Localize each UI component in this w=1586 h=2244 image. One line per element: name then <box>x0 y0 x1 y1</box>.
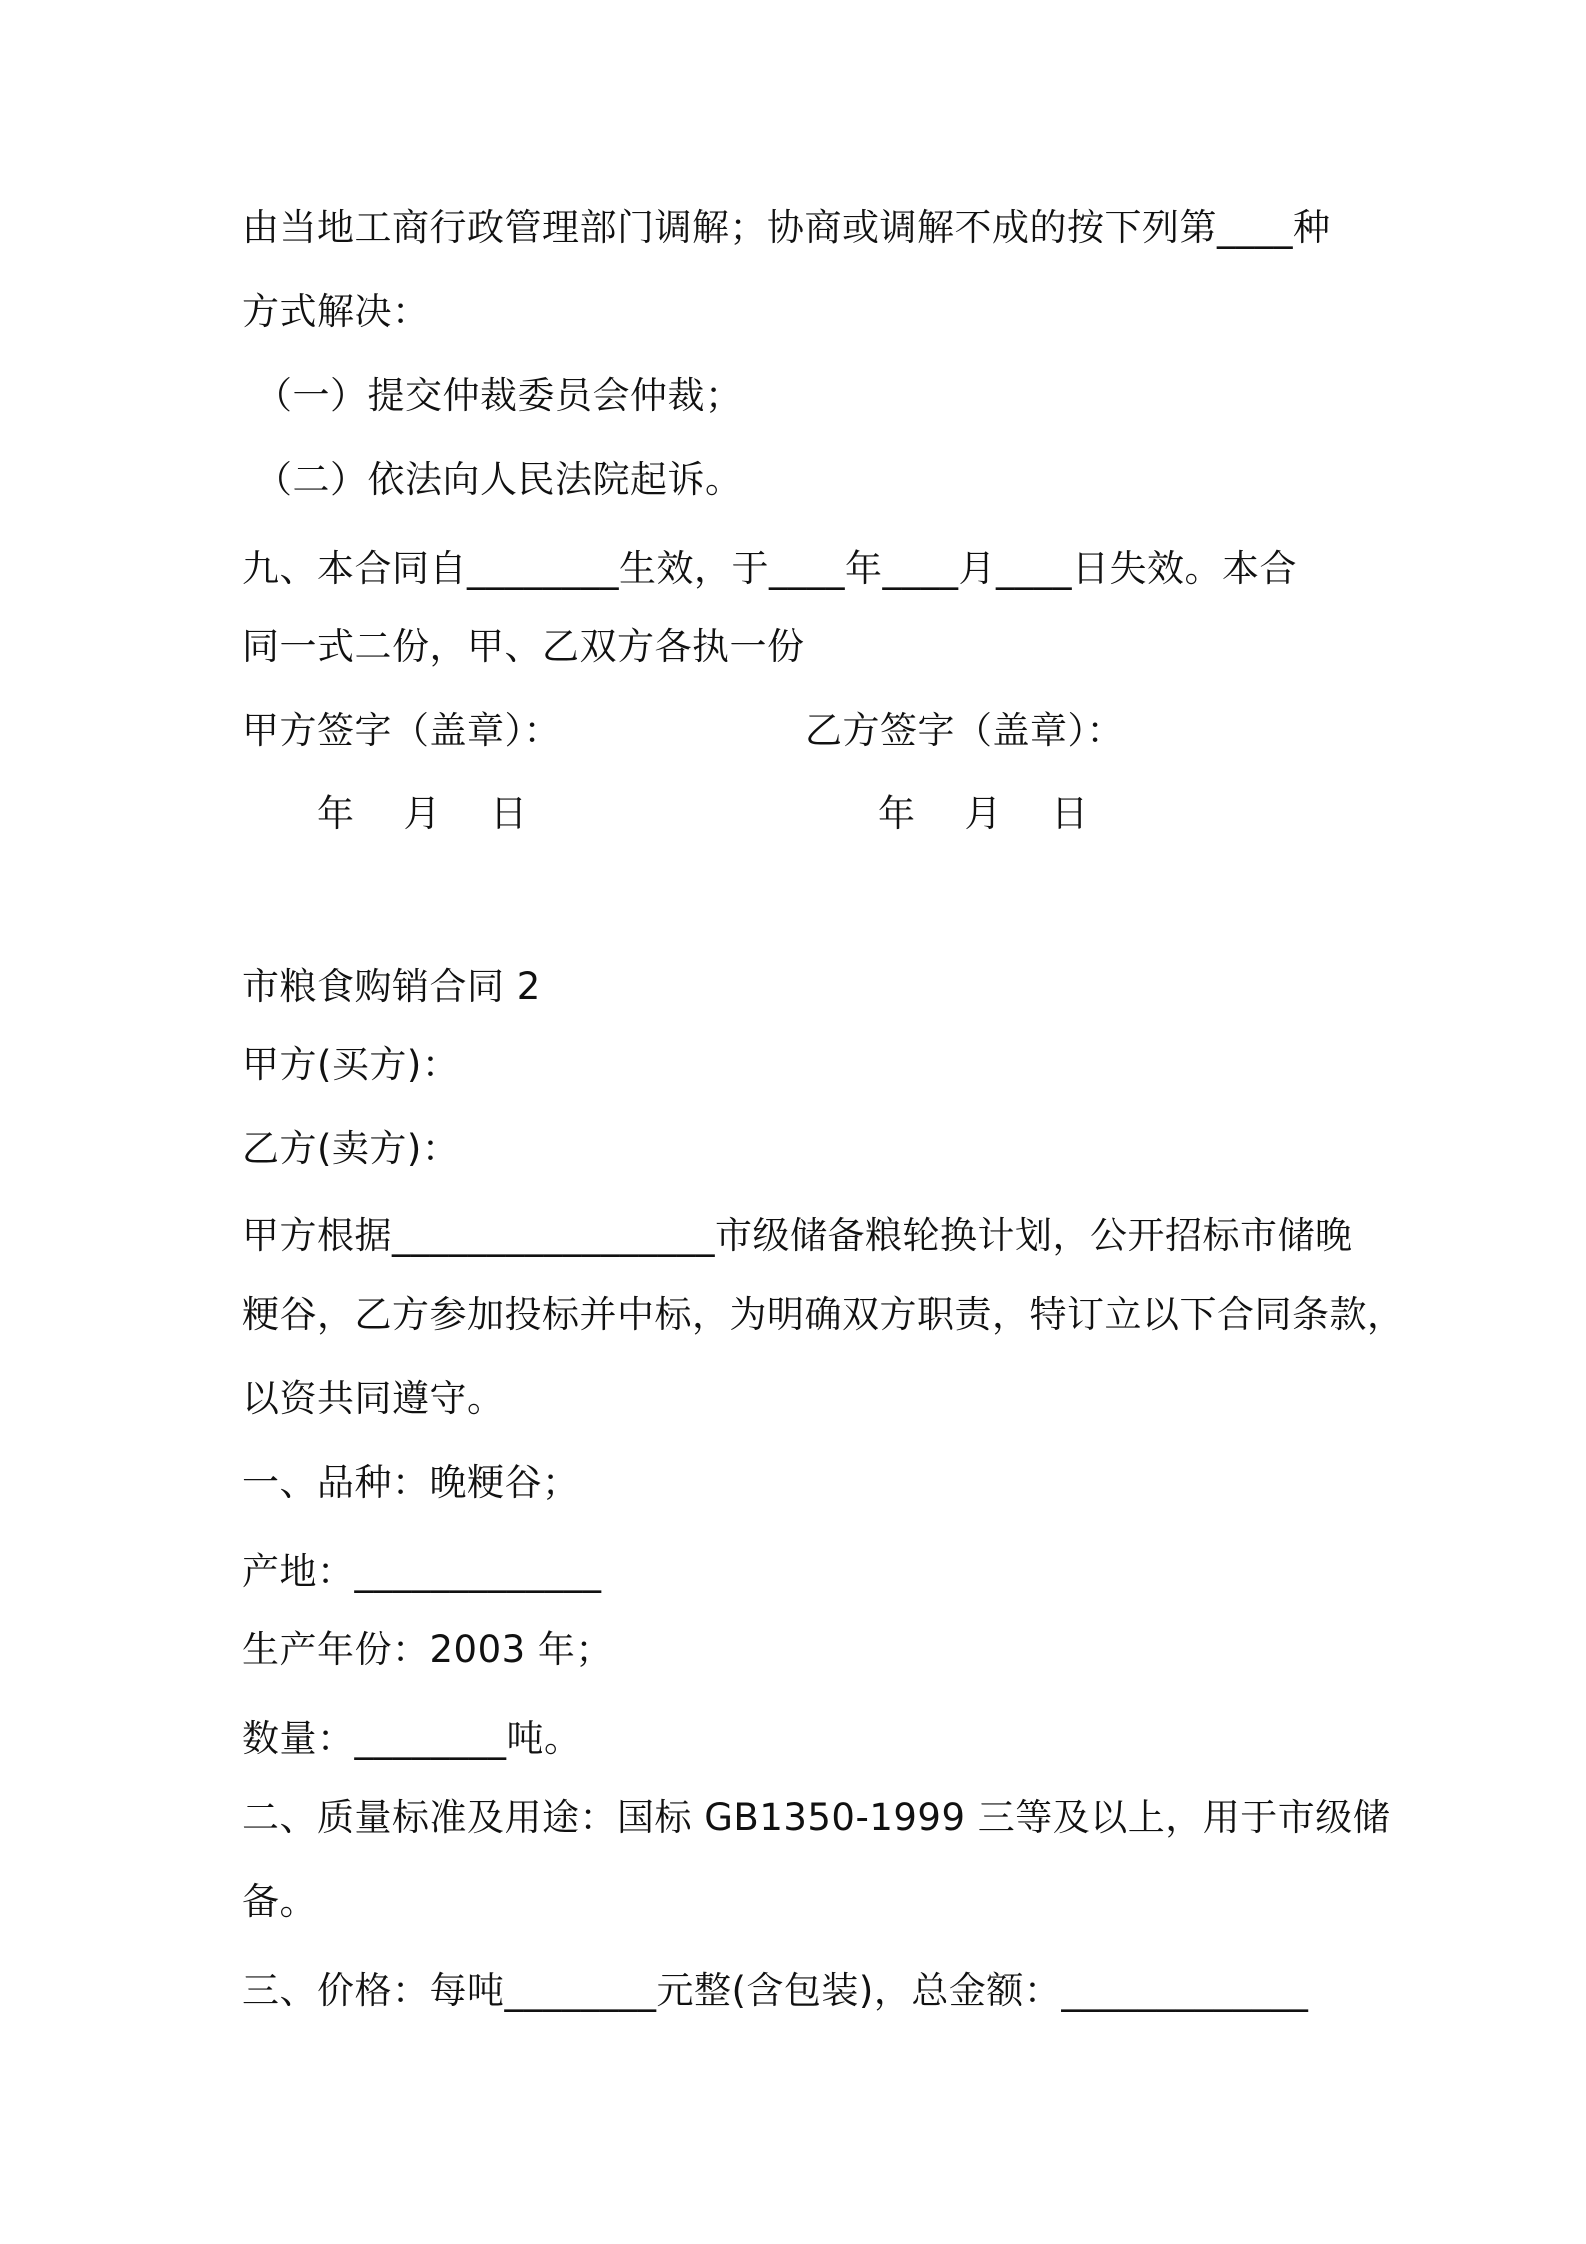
clause-two-quality: 二、质量标准及用途：国标 GB1350-1999 三等及以上，用于市级储 <box>242 1796 1391 1839</box>
clause-quantity: 数量：________吨。 <box>242 1717 582 1760</box>
clause-nine-copies: 同一式二份，甲、乙双方各执一份 <box>242 625 805 668</box>
text-line-resolution-method: 方式解决： <box>242 290 430 333</box>
clause-origin: 产地：_____________ <box>242 1550 602 1593</box>
preamble-line-2: 粳谷，乙方参加投标并中标，为明确双方职责，特订立以下合同条款， <box>242 1293 1405 1336</box>
clause-production-year: 生产年份：2003 年； <box>242 1628 613 1671</box>
party-a-date-line: 年 月 日 <box>317 792 528 835</box>
preamble-line-1: 甲方根据_________________市级储备粮轮换计划，公开招标市储晚 <box>242 1214 1353 1257</box>
preamble-line-3: 以资共同遵守。 <box>242 1377 505 1420</box>
text-line-mediation: 由当地工商行政管理部门调解；协商或调解不成的按下列第____种 <box>242 206 1331 249</box>
clause-nine-effective-date: 九、本合同自________生效，于____年____月____日失效。本合 <box>242 547 1297 590</box>
buyer-party-label: 甲方(买方)： <box>242 1043 460 1086</box>
clause-two-continuation: 备。 <box>242 1880 317 1923</box>
list-item-litigation: （二）依法向人民法院起诉。 <box>255 458 743 501</box>
party-a-signature-label: 甲方签字（盖章）： <box>242 709 561 752</box>
clause-one-variety: 一、品种：晚粳谷； <box>242 1461 580 1504</box>
list-item-arbitration: （一）提交仲裁委员会仲裁； <box>255 374 743 417</box>
party-b-date-line: 年 月 日 <box>878 792 1089 835</box>
clause-three-price: 三、价格：每吨________元整(含包装)，总金额：_____________ <box>242 1969 1309 2012</box>
party-b-signature-label: 乙方签字（盖章）： <box>805 709 1124 752</box>
contract-title: 市粮食购销合同 2 <box>242 965 541 1008</box>
seller-party-label: 乙方(卖方)： <box>242 1127 460 1170</box>
